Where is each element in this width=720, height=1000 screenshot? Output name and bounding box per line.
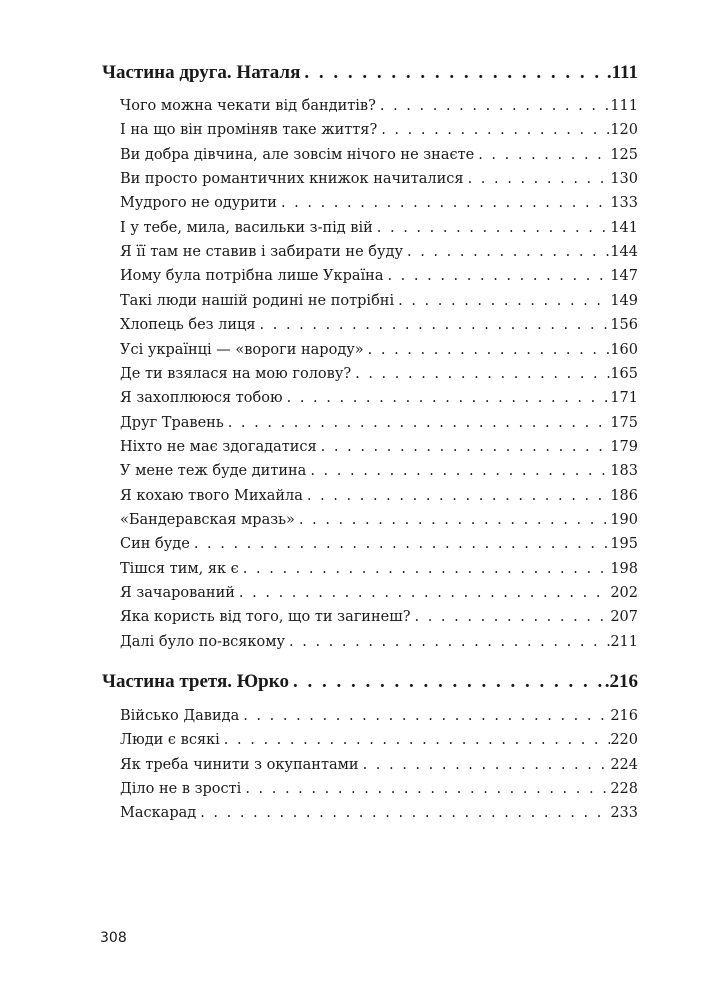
entry-page: 216 — [610, 708, 638, 724]
dot-leader — [256, 317, 611, 333]
toc-entry — [120, 536, 638, 552]
toc-entry — [120, 708, 638, 724]
toc-entry — [120, 122, 638, 138]
entry-page: 207 — [610, 609, 638, 626]
entry-page: 160 — [610, 341, 638, 358]
entry-page: 183 — [610, 463, 638, 480]
entry-title: Ніхто не має здогадатися — [120, 438, 317, 455]
toc-entry — [120, 609, 638, 625]
dot-leader — [300, 62, 606, 84]
toc-entry — [120, 390, 638, 406]
entry-page: 179 — [610, 438, 638, 455]
entry-page: 190 — [610, 511, 638, 528]
toc-entry — [120, 781, 638, 797]
toc-entry — [120, 366, 638, 382]
entry-title: Тішся тим, як є — [120, 560, 239, 577]
entry-title: Мудрого не одурити — [120, 195, 277, 212]
dot-leader — [359, 757, 611, 773]
entry-page: 228 — [610, 781, 638, 798]
dot-leader — [317, 439, 611, 455]
dot-leader — [377, 122, 610, 138]
entry-page: 198 — [610, 560, 638, 577]
entry-page: 144 — [610, 244, 638, 261]
toc-entry — [120, 585, 638, 601]
toc-entry — [120, 439, 638, 455]
entry-page: 147 — [610, 268, 638, 285]
entry-title: Як треба чинити з окупантами — [120, 756, 359, 773]
entry-title: Ви просто романтичних книжок начиталися — [120, 171, 464, 188]
entry-page: 130 — [610, 171, 638, 188]
entry-title: Я захоплююся тобою — [120, 390, 283, 407]
toc-entry — [120, 757, 638, 773]
entry-title: Далі було по-всякому — [120, 633, 286, 650]
toc-entry — [120, 293, 638, 309]
dot-leader — [464, 171, 611, 187]
page-number: 308 — [100, 930, 127, 946]
entry-title: Я кохаю твого Михайла — [120, 487, 303, 504]
toc-entry — [120, 195, 638, 211]
toc-entry — [120, 512, 638, 528]
entry-title: «Бандеравская мразь» — [120, 511, 295, 528]
entry-title: Усі українці — «вороги народу» — [120, 341, 364, 358]
toc-entry — [120, 147, 638, 163]
entry-title: Такі люди нашій родині не потрібні — [120, 292, 395, 309]
entry-page: 156 — [610, 317, 638, 334]
dot-leader — [306, 463, 610, 479]
entry-title: Яка користь від того, що ти загинеш? — [120, 609, 411, 626]
dot-leader — [220, 732, 611, 748]
entry-page: 175 — [610, 414, 638, 431]
entry-title: Військо Давида — [120, 708, 240, 724]
entry-title: Син буде — [120, 536, 190, 553]
entry-title: Я зачарований — [120, 585, 235, 601]
entry-page: 195 — [610, 536, 638, 553]
entry-title: Ви добра дівчина, але зовсім нічого не знаєте — [120, 146, 475, 163]
entry-title: Хлопець без лиця — [120, 317, 256, 334]
dot-leader — [373, 220, 611, 236]
toc-entry — [120, 488, 638, 504]
entry-page: 233 — [610, 805, 638, 822]
toc-entry — [120, 244, 638, 260]
part-heading — [102, 671, 638, 693]
entry-page: 186 — [610, 487, 638, 504]
entry-title: І на що він проміняв таке життя? — [120, 122, 378, 139]
toc-entry — [120, 98, 638, 114]
entry-page: 120 — [610, 122, 638, 139]
dot-leader — [285, 634, 610, 650]
toc-entry — [120, 342, 638, 358]
entry-page: 202 — [610, 585, 638, 601]
entry-page: 149 — [610, 292, 638, 309]
part-page: .216 — [604, 671, 638, 692]
toc-entry — [120, 415, 638, 431]
dot-leader — [474, 147, 610, 163]
toc-entry — [120, 805, 638, 821]
entry-page: 133 — [610, 195, 638, 212]
entry-title: У мене теж буде дитина — [120, 463, 307, 480]
part-heading — [102, 62, 638, 84]
part-title: Частина третя. Юрко — [102, 671, 289, 692]
entry-title: Йому була потрібна лише Україна — [120, 268, 384, 285]
toc-entry — [120, 171, 638, 187]
toc-entry — [120, 732, 638, 748]
entry-title: І у тебе, мила, васильки з-під вій — [120, 219, 373, 236]
part-page: .111 — [606, 62, 638, 83]
toc-entry — [120, 634, 638, 650]
toc-entry — [120, 220, 638, 236]
dot-leader — [351, 366, 610, 382]
entry-title: Діло не в зрості — [120, 781, 242, 798]
dot-leader — [283, 390, 611, 406]
dot-leader — [376, 98, 610, 114]
dot-leader — [410, 609, 610, 625]
dot-leader — [289, 671, 605, 693]
dot-leader — [383, 268, 610, 284]
dot-leader — [303, 488, 610, 504]
entry-page: 165 — [610, 365, 638, 382]
entry-page: 211 — [610, 633, 638, 650]
entry-title: Де ти взялася на мою голову? — [120, 365, 352, 382]
dot-leader — [190, 536, 611, 552]
toc-entry — [120, 463, 638, 479]
part-title: Частина друга. Наталя — [102, 62, 301, 83]
dot-leader — [277, 195, 610, 211]
entry-title: Маскарад — [120, 805, 197, 822]
dot-leader — [241, 781, 610, 797]
dot-leader — [196, 805, 610, 821]
dot-leader — [224, 415, 611, 431]
entry-title: Чого можна чекати від бандитів? — [120, 98, 376, 114]
entry-page: 220 — [610, 732, 638, 749]
dot-leader — [235, 585, 610, 601]
entry-title: Люди є всякі — [120, 732, 220, 749]
dot-leader — [239, 708, 610, 724]
toc-entry — [120, 561, 638, 577]
entry-page: 125 — [610, 146, 638, 163]
entry-title: Я її там не ставив і забирати не буду — [120, 244, 403, 261]
dot-leader — [295, 512, 610, 528]
toc-entry — [120, 317, 638, 333]
entry-page: 224 — [610, 756, 638, 773]
entry-title: Друг Травень — [120, 414, 224, 431]
entry-page: 141 — [610, 219, 638, 236]
dot-leader — [364, 342, 611, 358]
toc-entry — [120, 268, 638, 284]
dot-leader — [239, 561, 611, 577]
entry-page: 171 — [610, 390, 638, 407]
dot-leader — [394, 293, 610, 309]
entry-page: 111 — [610, 98, 638, 114]
dot-leader — [403, 244, 610, 260]
